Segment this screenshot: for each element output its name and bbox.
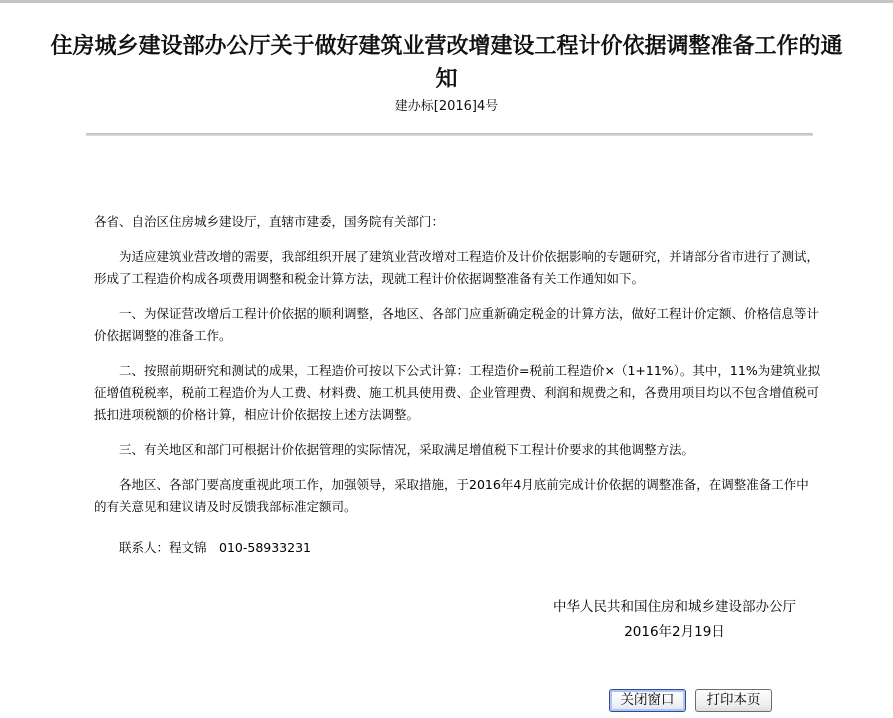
paragraph: 三、有关地区和部门可根据计价依据管理的实际情况，采取满足增值税下工程计价要求的其他调整方法。	[119, 442, 695, 457]
paragraph: 各地区、各部门要高度重视此项工作，加强领导，采取措施，于2016年4月底前完成计价依据的调整准备，在调整准备工作中的有关意见和建议请及时反馈我部标准定额司。	[94, 477, 809, 514]
salutation: 各省、自治区住房城乡建设厅，直辖市建委，国务院有关部门：	[94, 214, 445, 229]
print-page-button[interactable]: 打印本页	[695, 689, 772, 712]
button-bar	[609, 689, 772, 712]
paragraph: 一、为保证营改增后工程计价依据的顺利调整，各地区、各部门应重新确定税金的计算方法，做好工程计价定额、价格信息等计价依据调整的准备工作。	[94, 306, 820, 343]
document-number: 建办标[2016]4号	[394, 99, 499, 114]
document-title: 住房城乡建设部办公厅关于做好建筑业营改增建设工程计价依据调整准备工作的通知	[50, 34, 843, 92]
signature-date: 2016年2月19日	[624, 624, 725, 640]
paragraph: 二、按照前期研究和测试的成果，工程造价可按以下公式计算：工程造价=税前工程造价×（1+11%）。其中，11%为建筑业拟征增值税税率，税前工程造价为人工费、材料费、施工机具使用费、企业管理费、利润和规费之和，各费用项目均以不包含增值税可抵扣进项税额的价格计算，相应计价依据按上述方法调整。	[94, 363, 821, 422]
top-border	[0, 0, 893, 3]
paragraph: 为适应建筑业营改增的需要，我部组织开展了建筑业营改增对工程造价及计价依据影响的专题研究，并请部分省市进行了测试，形成了工程造价构成各项费用调整和税金计算方法，现就工程计价依据调整准备有关工作通知如下。	[94, 249, 820, 286]
signature-block	[0, 596, 893, 643]
signature-org: 中华人民共和国住房和城乡建设部办公厅	[553, 599, 796, 615]
divider	[86, 133, 813, 136]
signature-inner	[553, 596, 796, 643]
document-body	[94, 211, 821, 559]
contact-line: 联系人：程文锦 010-58933231	[119, 540, 311, 555]
close-window-button[interactable]: 关闭窗口	[609, 689, 686, 712]
